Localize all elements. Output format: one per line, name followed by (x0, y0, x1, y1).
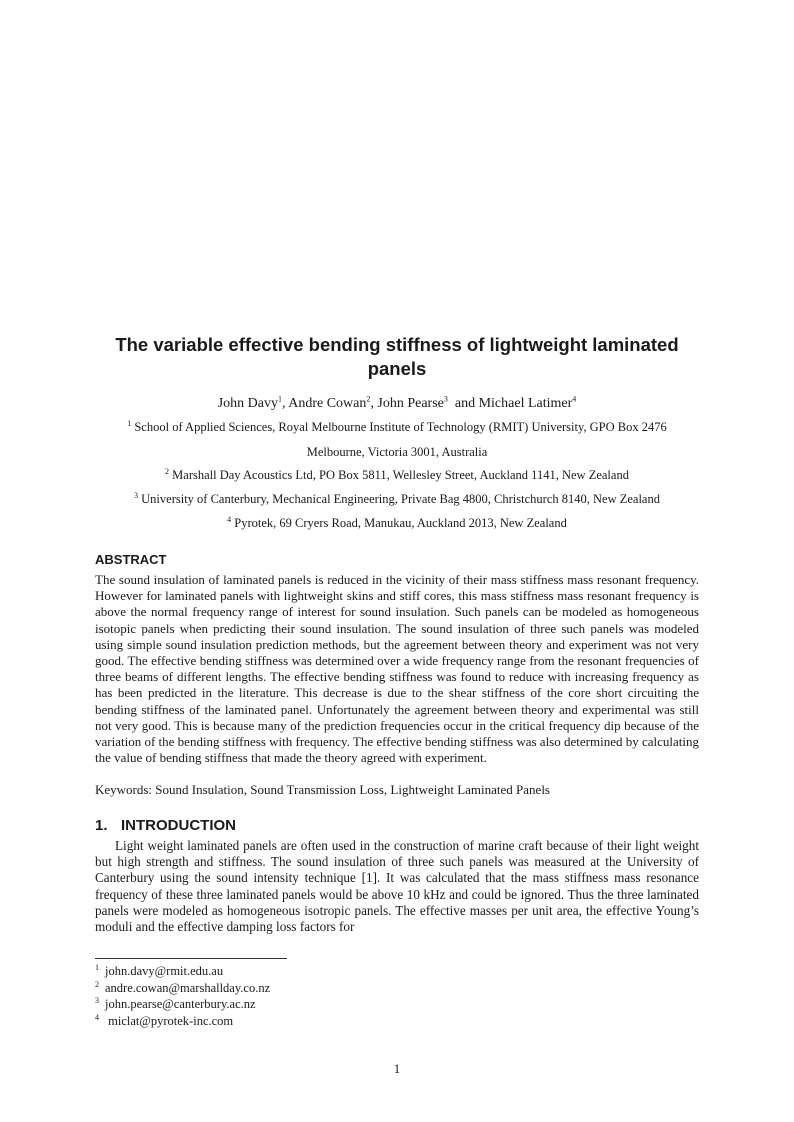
footnote: 4 miclat@pyrotek-inc.com (95, 1012, 234, 1028)
keywords: Keywords: Sound Insulation, Sound Transmission Loss, Lightweight Laminated Panels (95, 782, 550, 797)
author-list (0, 395, 794, 413)
footnote-email[interactable]: miclat@pyrotek-inc.com (105, 1013, 234, 1028)
affiliation: $^2$ Marshall Day Acoustics Ltd, PO Box 5811, Wellesley Street, Auckland 1141, New Zealand (165, 466, 629, 482)
footnote-email[interactable]: andre.cowan@marshallday.co.nz (105, 980, 271, 995)
footnote-divider (95, 958, 287, 959)
paper-title: The variable effective bending stiffness of lightweight laminated panels (115, 334, 679, 379)
footnotes (95, 963, 270, 1029)
footnote: 1 john.davy@rmit.edu.au (95, 963, 224, 978)
footnote: 2 andre.cowan@marshallday.co.nz (95, 979, 271, 995)
author: John Pearse$^3$ and (377, 394, 479, 411)
footnote-email[interactable]: john.pearse@canterbury.ac.nz (105, 997, 256, 1011)
author: Michael Latimer$^4$ (478, 394, 577, 411)
footnote: 3 john.pearse@canterbury.ac.nz (95, 996, 256, 1011)
affiliation: $^3$ University of Canterbury, Mechanical Engineering, Private Bag 4800, Christchurch 8140, New Zealand (134, 490, 660, 506)
footnote-email[interactable]: john.davy@rmit.edu.au (105, 964, 224, 978)
page-number: 1 (393, 1061, 401, 1076)
affiliation: Melbourne, Victoria 3001, Australia (306, 445, 488, 459)
introduction-heading (95, 817, 236, 835)
section-number: 1. (95, 817, 108, 834)
section-title: INTRODUCTION (121, 817, 236, 834)
author: John Davy$^1$, (217, 394, 289, 411)
author: Andre Cowan$^2$, (288, 394, 378, 411)
abstract-text: The sound insulation of laminated panels is reduced in the vicinity of their mass stiffness mass resonant frequency. However for laminated panels with lightweight skins and stiff cores, this mass stiffness mass resonant frequency is above the normal frequency range of interest for sound insulation. Such panels can be modeled as homogeneous isotopic panels when predicting their sound insulation. The sound insulation of three such panels was modeled using simple sound insulation prediction methods, but the agreement between theory and experiment was not very good. The effective bending stiffness was determined over a wide frequency range from the resonant frequencies of three beams of different lengths. The effective bending stiffness was found to reduce with increasing frequency as has been predicted in the literature. This decrease is due to the shear stiffness of the core short circuiting the bending stiffness of the laminated panel. Unfortunately the agreement between theory and experimental was still not very good. This is because many of the prediction frequencies occur in the critical frequency dip because of the variation of the bending stiffness with frequency. The effective bending stiffness was also determined by calculating the value of bending stiffness that made the theory agreed with experiment. (95, 572, 699, 766)
affiliation: $^1$ School of Applied Sciences, Royal Melbourne Institute of Technology (RMIT) University, GPO Box 2476 (127, 418, 667, 434)
affiliation: $^4$ Pyrotek, 69 Cryers Road, Manukau, Auckland 2013, New Zealand (227, 514, 567, 530)
introduction-text: Light weight laminated panels are often used in the construction of marine craft because of their light weight but high strength and stiffness. The sound insulation of three such panels was measured at the University of Canterbury using the sound intensity technique [1]. It was calculated that the mass stiffness mass resonance frequency of these three laminated panels would be above 10 kHz and could be ignored. Thus the three laminated panels were modeled as homogeneous isotropic panels. The effective masses per unit area, the effective Young’s moduli and the effective damping loss factors for (95, 838, 699, 935)
abstract-heading: ABSTRACT (95, 552, 167, 567)
